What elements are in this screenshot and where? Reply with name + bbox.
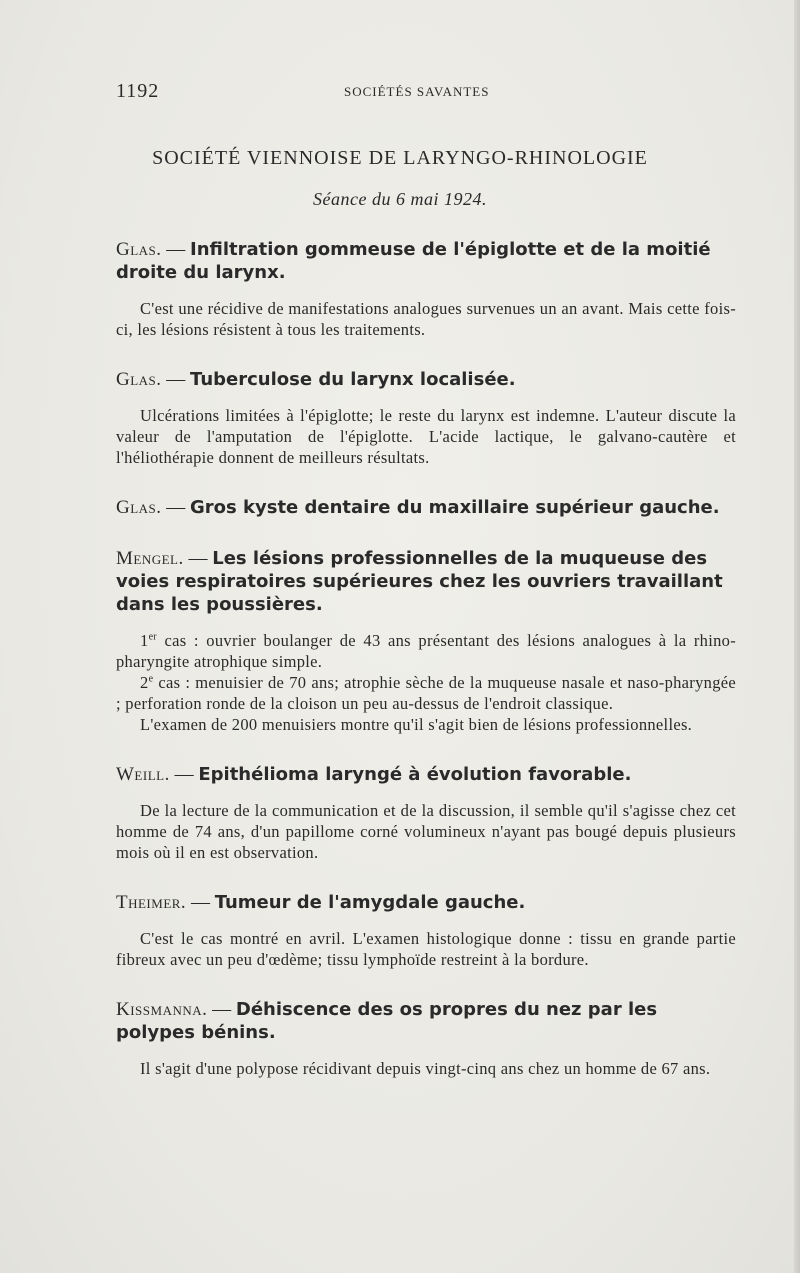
entry-title: Tuberculose du larynx localisée. <box>190 369 516 390</box>
proceedings <box>116 238 736 1079</box>
entry-paragraph: Ulcérations limitées à l'épiglotte; le reste du larynx est indemne. L'auteur discute la valeur de l'amputation de l'épiglotte. L'acide lactique, le galvano-cautère et l'héliothérapie donnent de meilleurs résultats. <box>116 406 736 467</box>
entry-paragraph: C'est une récidive de manifestations analogues survenues un an avant. Mais cette fois-ci, les lésions résistent à tous les traitements. <box>116 299 736 339</box>
entry-weill-epithelioma <box>116 763 736 863</box>
separator-dash: — <box>174 764 194 785</box>
separator-dash: — <box>212 999 232 1020</box>
case-two-paragraph <box>116 672 736 714</box>
entry-title: Tumeur de l'amygdale gauche. <box>214 892 526 913</box>
entry-theimer-amygdale <box>116 891 736 970</box>
entry-title: Epithélioma laryngé à évolution favorable. <box>198 764 632 785</box>
separator-dash: — <box>166 497 186 518</box>
running-title: SOCIÉTÉS SAVANTES <box>344 84 490 99</box>
entry-kissmanna-dehiscence <box>116 998 736 1079</box>
author-name: Glas. <box>116 497 162 518</box>
entry-paragraph: Il s'agit d'une polypose récidivant depuis vingt-cinq ans chez un homme de 67 ans. <box>140 1059 711 1078</box>
ordinal-number: 1 <box>140 631 149 650</box>
author-name: Glas. <box>116 239 162 260</box>
entry-heading <box>116 496 736 519</box>
author-name: Weill. <box>116 764 170 785</box>
entry-glas-infiltration <box>116 238 736 340</box>
ordinal-suffix: er <box>148 631 157 643</box>
author-name: Mengel. <box>116 548 184 569</box>
case-text: cas : menuisier de 70 ans; atrophie sèche de la muqueuse nasale et naso-pharyngée ; perforation ronde de la cloison un peu au-dessus de l'endroit classique. <box>116 673 737 713</box>
entry-title: Gros kyste dentaire du maxillaire supérieur gauche. <box>190 497 720 518</box>
entry-paragraph: De la lecture de la communication et de la discussion, il semble qu'il s'agisse chez cet homme de 74 ans, d'un papillome corné volumineux n'ayant pas bougé depuis plusieurs mois où il en est observation. <box>116 801 736 862</box>
separator-dash: — <box>190 892 210 913</box>
page-header <box>116 80 736 104</box>
entry-heading <box>116 547 736 616</box>
entry-heading <box>116 891 736 914</box>
session-date: Séance du 6 mai 1924. <box>313 189 487 209</box>
entry-heading <box>116 368 736 391</box>
entry-mengel-lesions <box>116 547 736 735</box>
entry-title: Infiltration gommeuse de l'épiglotte et de la moitié droite du larynx. <box>116 239 711 283</box>
case-one-paragraph <box>116 630 736 672</box>
ordinal-suffix: e <box>148 673 154 685</box>
author-name: Theimer. <box>116 892 187 913</box>
entry-paragraph: L'examen de 200 menuisiers montre qu'il s'agit bien de lésions professionnelles. <box>140 715 693 734</box>
entry-heading <box>116 998 736 1044</box>
author-name: Kissmanna. <box>116 999 208 1020</box>
entry-glas-tuberculose <box>116 368 736 468</box>
entry-heading <box>116 238 736 284</box>
separator-dash: — <box>166 239 186 260</box>
author-name: Glas. <box>116 369 162 390</box>
entry-title: Les lésions professionnelles de la muqueuse des voies respiratoires supérieures chez les ouvriers travaillant dans les poussières. <box>116 548 723 615</box>
separator-dash: — <box>188 548 208 569</box>
ordinal-number: 2 <box>140 673 149 692</box>
entry-paragraph: C'est le cas montré en avril. L'examen histologique donne : tissu en grande partie fibreux avec un peu d'œdème; tissu lymphoïde restreint à la bordure. <box>116 929 736 969</box>
entry-heading <box>116 763 736 786</box>
society-title: SOCIÉTÉ VIENNOISE DE LARYNGO-RHINOLOGIE <box>152 147 648 169</box>
separator-dash: — <box>166 369 186 390</box>
page-number: 1192 <box>116 80 160 102</box>
case-text: cas : ouvrier boulanger de 43 ans présentant des lésions analogues à la rhino-pharyngite atrophique simple. <box>116 631 736 671</box>
entry-glas-kyste <box>116 496 736 519</box>
entry-title: Déhiscence des os propres du nez par les polypes bénins. <box>116 999 658 1043</box>
